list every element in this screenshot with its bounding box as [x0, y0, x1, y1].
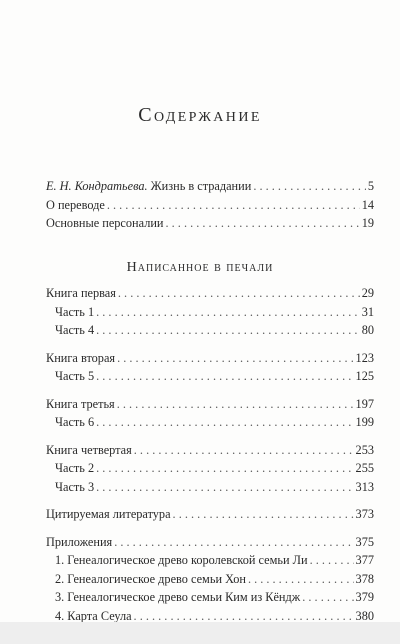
leader-dots: [248, 570, 354, 589]
group-spacer: [46, 432, 374, 441]
contents-title: Содержание: [138, 104, 262, 126]
toc-entry-label: Книга третья: [46, 396, 115, 411]
leader-dots: [96, 303, 360, 322]
toc-entry-label: 2. Генеалогическое древо семьи Хон: [55, 571, 246, 586]
main-contents-list: [46, 284, 374, 644]
front-matter-list: [46, 177, 374, 233]
toc-entry-label: Книга первая: [46, 286, 116, 300]
toc-page-number: 253: [355, 442, 374, 457]
toc-subentry: [46, 303, 374, 322]
toc-entry-label: Часть 1: [55, 304, 95, 319]
leader-dots: [117, 395, 354, 414]
toc-subentry: [46, 551, 374, 570]
section-title: Написанное в печали: [126, 260, 274, 275]
toc-subentry: [46, 478, 374, 497]
toc-entry-label: Часть 6: [55, 415, 95, 429]
toc-entry: [46, 505, 374, 524]
toc-entry-label: Часть 5: [55, 369, 95, 383]
leader-dots: [134, 441, 354, 460]
toc-page-number: 313: [355, 479, 374, 494]
toc-subentry: [46, 367, 374, 386]
toc-entry: [46, 349, 374, 368]
toc-subentry: [46, 413, 374, 432]
leader-dots: [96, 459, 353, 478]
toc-page-number: 375: [355, 534, 374, 549]
toc-entry-label: Часть 2: [55, 461, 95, 475]
toc-entry-label: Книга вторая: [46, 350, 116, 365]
toc-entry-label: О переводе: [46, 197, 105, 212]
toc-entry-label: 3. Генеалогическое древо семьи Ким из Кёндж: [55, 590, 301, 604]
toc-entry: [46, 441, 374, 460]
group-spacer: [46, 386, 374, 395]
leader-dots: [96, 321, 360, 340]
toc-entry: [46, 284, 374, 303]
group-spacer: [46, 340, 374, 349]
leader-dots: [96, 478, 353, 497]
toc-page-number: 5: [367, 179, 374, 193]
leader-dots: [173, 505, 354, 524]
group-spacer: [46, 524, 374, 533]
toc-page-number: 19: [361, 216, 374, 230]
leader-dots: [114, 533, 353, 552]
toc-page-number: 255: [355, 461, 374, 475]
toc-entry-label: 4. Карта Сеула: [55, 608, 132, 623]
leader-dots: [96, 367, 353, 386]
toc-subentry: [46, 459, 374, 478]
toc-page-number: 31: [361, 304, 374, 319]
toc-entry-label: Основные персоналии: [46, 216, 164, 230]
toc-entry: [46, 533, 374, 552]
toc-page-number: 80: [361, 323, 374, 337]
toc-entry-intro: [46, 177, 374, 196]
toc-page-number: 14: [361, 197, 374, 212]
toc-subentry: [46, 588, 374, 607]
toc-subentry: [46, 570, 374, 589]
leader-dots: [96, 413, 353, 432]
leader-dots: [117, 349, 353, 368]
toc-page-number: 378: [355, 571, 374, 586]
leader-dots: [118, 284, 360, 303]
toc-page-number: 199: [355, 415, 374, 429]
group-spacer: [46, 496, 374, 505]
toc-entry-label: 1. Генеалогическое древо королевской семьи Ли: [55, 553, 308, 567]
leader-dots: [166, 214, 360, 233]
toc-page-number: 197: [355, 396, 374, 411]
toc-entry-translation-note: [46, 196, 374, 215]
leader-dots: [310, 551, 354, 570]
toc-entry-author: Е. Н. Кондратьева.: [46, 179, 148, 193]
toc-page-number: 377: [355, 553, 374, 567]
toc-page-number: 125: [355, 369, 374, 383]
toc-page-number: 123: [355, 350, 374, 365]
leader-dots: [107, 196, 360, 215]
toc-entry-label: Часть 3: [55, 479, 95, 494]
toc-page-number: 29: [361, 286, 374, 300]
toc-page-number: 373: [355, 507, 374, 521]
page-bottom-edge: [0, 622, 400, 644]
toc-entry-label: Е. Н. Кондратьева. Жизнь в страдании: [46, 179, 252, 193]
leader-dots: [302, 588, 353, 607]
leader-dots: [253, 177, 366, 196]
toc-entry-label: Цитируемая литература: [46, 507, 171, 521]
toc-page-number: 380: [355, 608, 374, 623]
toc-page-number: 379: [355, 590, 374, 604]
toc-subentry: [46, 321, 374, 340]
toc-entry-label: Приложения: [46, 534, 113, 549]
toc-entry-label: Часть 4: [55, 323, 95, 337]
toc-entry: [46, 395, 374, 414]
toc-entry-characters: [46, 214, 374, 233]
toc-entry-label: Книга четвертая: [46, 442, 132, 457]
